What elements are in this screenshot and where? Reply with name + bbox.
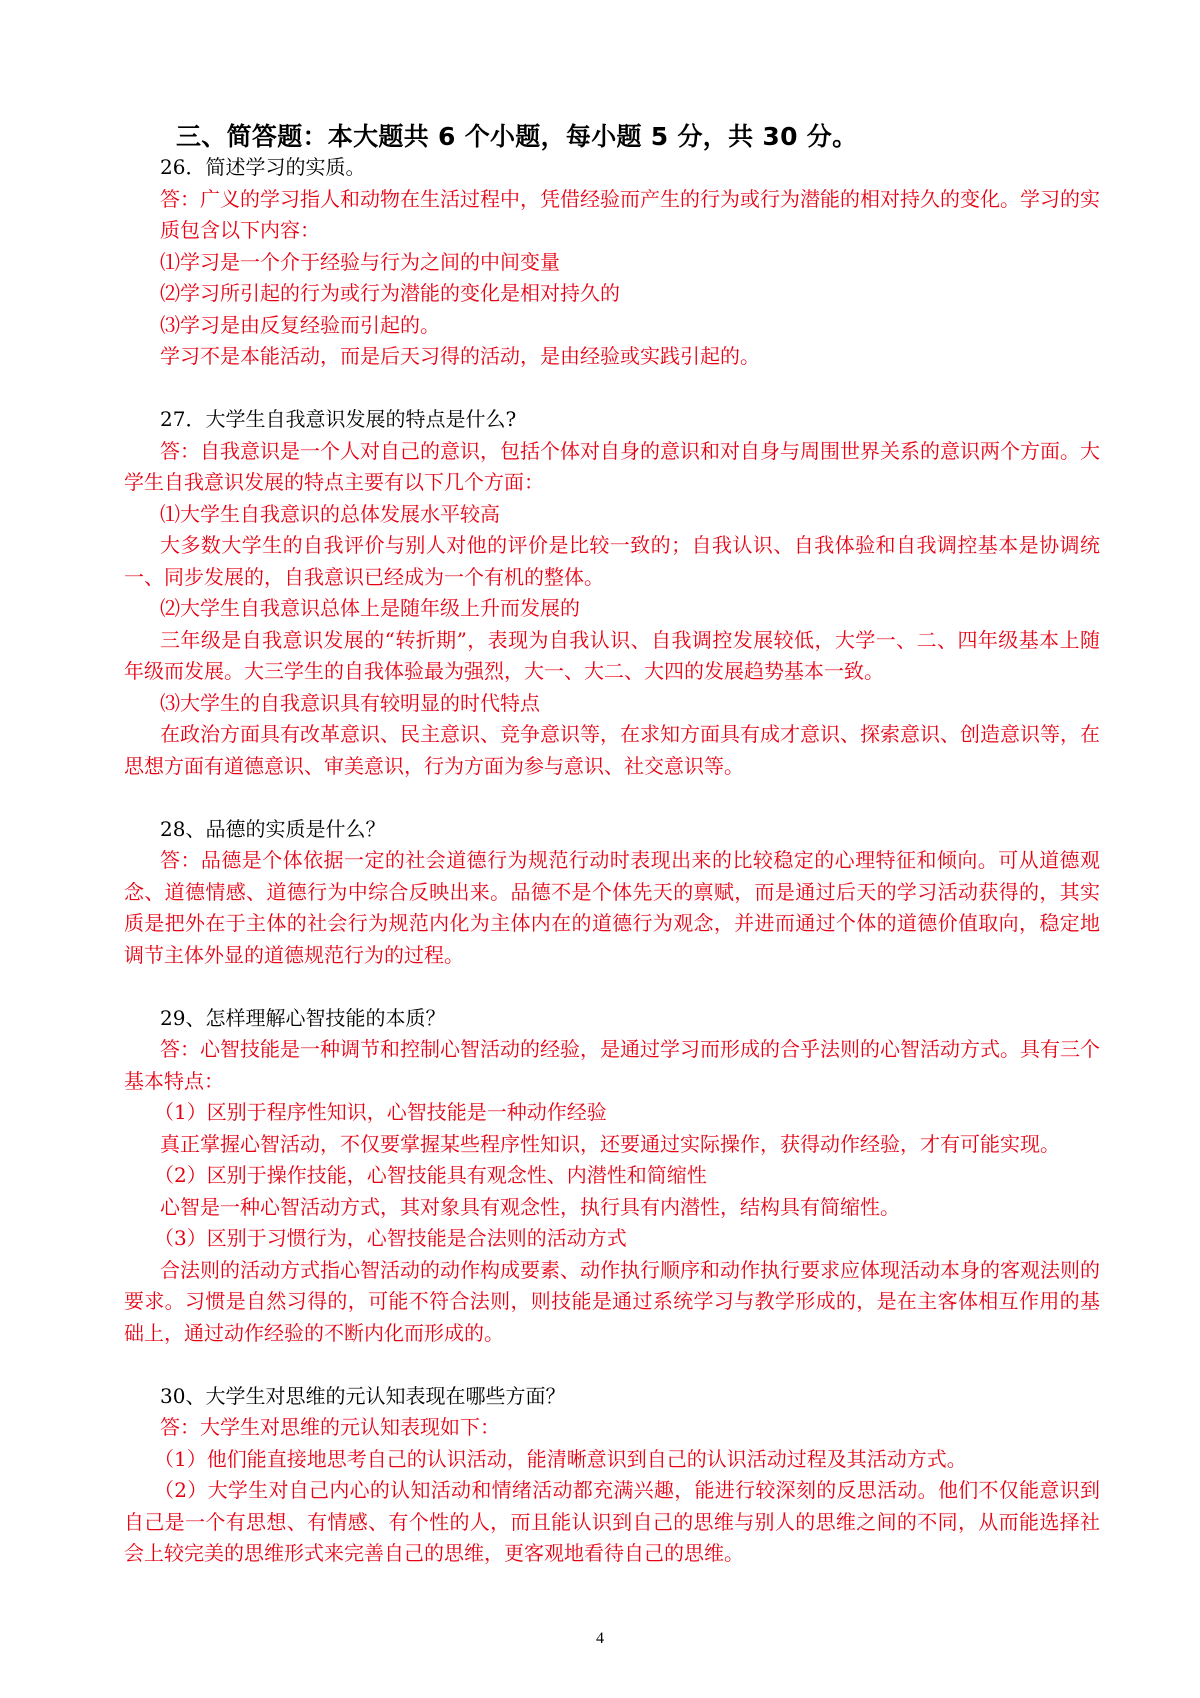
answer-27-line: 在政治方面具有改革意识、民主意识、竞争意识等，在求知方面具有成才意识、探索意识、创造意识等，在思想方面有道德意识、审美意识，行为方面为参与意识、社交意识等。 <box>124 722 1100 778</box>
answer-28-line: 答：品德是个体依据一定的社会道德行为规范行动时表现出来的比较稳定的心理特征和倾向。可从道德观念、道德情感、道德行为中综合反映出来。品德不是个体先天的禀赋，而是通过后天的学习活动获得的，其实质是把外在于主体的社会行为规范内化为主体内在的道德行为观念，并进而通过个体的道德价值取向，稳定地调节主体外显的道德规范行为的过程。 <box>124 848 1100 967</box>
answer-27-line: 大多数大学生的自我评价与别人对他的评价是比较一致的；自我认识、自我体验和自我调控基本是协调统一、同步发展的，自我意识已经成为一个有机的整体。 <box>124 533 1100 589</box>
question-block-26 <box>124 152 1100 373</box>
answer-26-line: ⑵学习所引起的行为或行为潜能的变化是相对持久的 <box>160 281 620 305</box>
answer-29-line: （3）区别于习惯行为，心智技能是合法则的活动方式 <box>154 1226 627 1250</box>
answer-26-line: ⑴学习是一个介于经验与行为之间的中间变量 <box>160 249 560 274</box>
answer-27-line: ⑶大学生的自我意识具有较明显的时代特点 <box>160 690 540 715</box>
section-heading: 三、简答题：本大题共 6 个小题，每小题 5 分，共 30 分。 <box>176 122 858 151</box>
question-block-30 <box>124 1381 1100 1570</box>
answer-30-line: （1）他们能直接地思考自己的认识活动，能清晰意识到自己的认识活动过程及其活动方式。 <box>154 1446 967 1471</box>
answer-29-line: 答：心智技能是一种调节和控制心智活动的经验，是通过学习而形成的合乎法则的心智活动方式。具有三个基本特点： <box>124 1037 1100 1093</box>
qa-content <box>124 152 1100 1570</box>
question-27: 27．大学生自我意识发展的特点是什么? <box>160 407 517 431</box>
answer-27-line: ⑵大学生自我意识总体上是随年级上升而发展的 <box>160 596 580 620</box>
answer-27-line: 答：自我意识是一个人对自己的意识，包括个体对自身的意识和对自身与周围世界关系的意识两个方面。大学生自我意识发展的特点主要有以下几个方面： <box>124 438 1100 494</box>
answer-26-line: 学习不是本能活动，而是后天习得的活动，是由经验或实践引起的。 <box>160 344 760 368</box>
question-block-28 <box>124 814 1100 972</box>
answer-30-line: 答：大学生对思维的元认知表现如下： <box>160 1415 500 1439</box>
answer-27-line: 三年级是自我意识发展的“转折期”，表现为自我认识、自我调控发展较低，大学一、二、四年级基本上随年级而发展。大三学生的自我体验最为强烈，大一、大二、大四的发展趋势基本一致。 <box>124 627 1100 683</box>
question-block-27 <box>124 404 1100 782</box>
answer-26-line: 答：广义的学习指人和动物在生活过程中，凭借经验而产生的行为或行为潜能的相对持久的变化。学习的实质包含以下内容： <box>160 186 1100 242</box>
question-30: 30、大学生对思维的元认知表现在哪些方面？ <box>160 1383 566 1408</box>
answer-27-line: ⑴大学生自我意识的总体发展水平较高 <box>160 501 500 526</box>
answer-29-line: （1）区别于程序性知识，心智技能是一种动作经验 <box>154 1100 607 1124</box>
page-number: 4 <box>596 1630 604 1647</box>
answer-29-line: （2）区别于操作技能，心智技能具有观念性、内潜性和简缩性 <box>154 1163 707 1187</box>
question-26: 26．简述学习的实质。 <box>160 155 366 179</box>
answer-29-line: 心智是一种心智活动方式，其对象具有观念性，执行具有内潜性，结构具有简缩性。 <box>160 1194 900 1219</box>
answer-30-line: （2）大学生对自己内心的认知活动和情绪活动都充满兴趣，能进行较深刻的反思活动。他们不仅能意识到自己是一个有思想、有情感、有个性的人，而且能认识到自己的思维与别人的思维之间的不同，从而能选择社会上较完美的思维形式来完善自己的思维，更客观地看待自己的思维。 <box>124 1478 1100 1565</box>
answer-29-line: 真正掌握心智活动，不仅要掌握某些程序性知识，还要通过实际操作，获得动作经验，才有可能实现。 <box>160 1131 1060 1156</box>
question-28: 28、品德的实质是什么？ <box>160 816 386 841</box>
answer-26-line: ⑶学习是由反复经验而引起的。 <box>160 312 440 337</box>
answer-29-line: 合法则的活动方式指心智活动的动作构成要素、动作执行顺序和动作执行要求应体现活动本身的客观法则的要求。习惯是自然习得的，可能不符合法则，则技能是通过系统学习与教学形成的，是在主客体相互作用的基础上，通过动作经验的不断内化而形成的。 <box>124 1257 1100 1345</box>
question-29: 29、怎样理解心智技能的本质？ <box>160 1005 446 1030</box>
question-block-29 <box>124 1003 1100 1350</box>
